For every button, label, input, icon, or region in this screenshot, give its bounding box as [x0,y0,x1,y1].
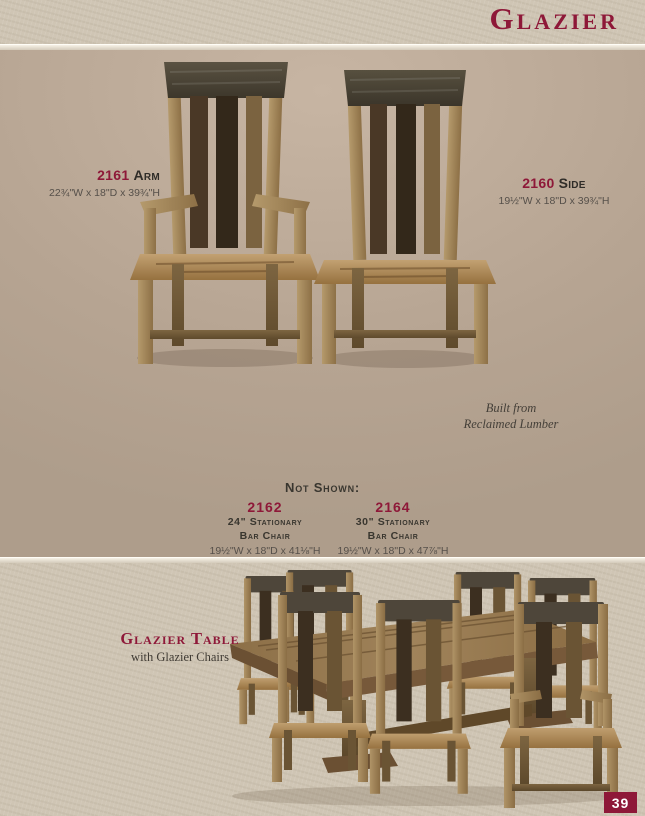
arm-dimensions: 22¾"W x 18"D x 39¾"H [49,187,160,199]
arm-name: Arm [133,167,160,183]
side-name: Side [558,175,586,191]
reclaimed-lumber-note: Built from Reclaimed Lumber [463,401,559,432]
side-dimensions: 19½"W x 18"D x 39¾"H [498,195,610,207]
side-chair-label [490,175,618,207]
side-chair-image [312,62,498,370]
page-number: 39 [611,794,630,811]
table-subtitle: with Glazier Chairs [131,650,229,664]
bar-chair-30-model: 2164 [375,499,411,515]
not-shown-item-2162 [201,499,329,557]
bar-chair-30-dimensions: 19½"W x 18"D x 47⅞"H [337,545,449,558]
page-title: Glazier [489,1,619,36]
bar-chair-24-dimensions: 19½"W x 18"D x 41⅛"H [209,545,321,558]
page-number-badge [604,792,637,813]
table-title: Glazier Table [120,629,240,648]
arm-chair-image [126,52,324,370]
bar-chair-30-name: 30" Stationary Bar Chair [355,516,431,542]
side-model: 2160 [522,175,555,191]
arm-model: 2161 [97,167,130,183]
not-shown-heading: Not Shown: [285,480,360,495]
not-shown-item-2164 [329,499,457,557]
dining-set-image [222,566,634,810]
bar-chair-24-name: 24" Stationary Bar Chair [227,516,303,542]
table-panel [0,563,645,816]
bar-chair-24-model: 2162 [247,499,283,515]
table-label [101,629,259,665]
header-band [0,0,645,44]
arm-chair-label [14,167,160,199]
